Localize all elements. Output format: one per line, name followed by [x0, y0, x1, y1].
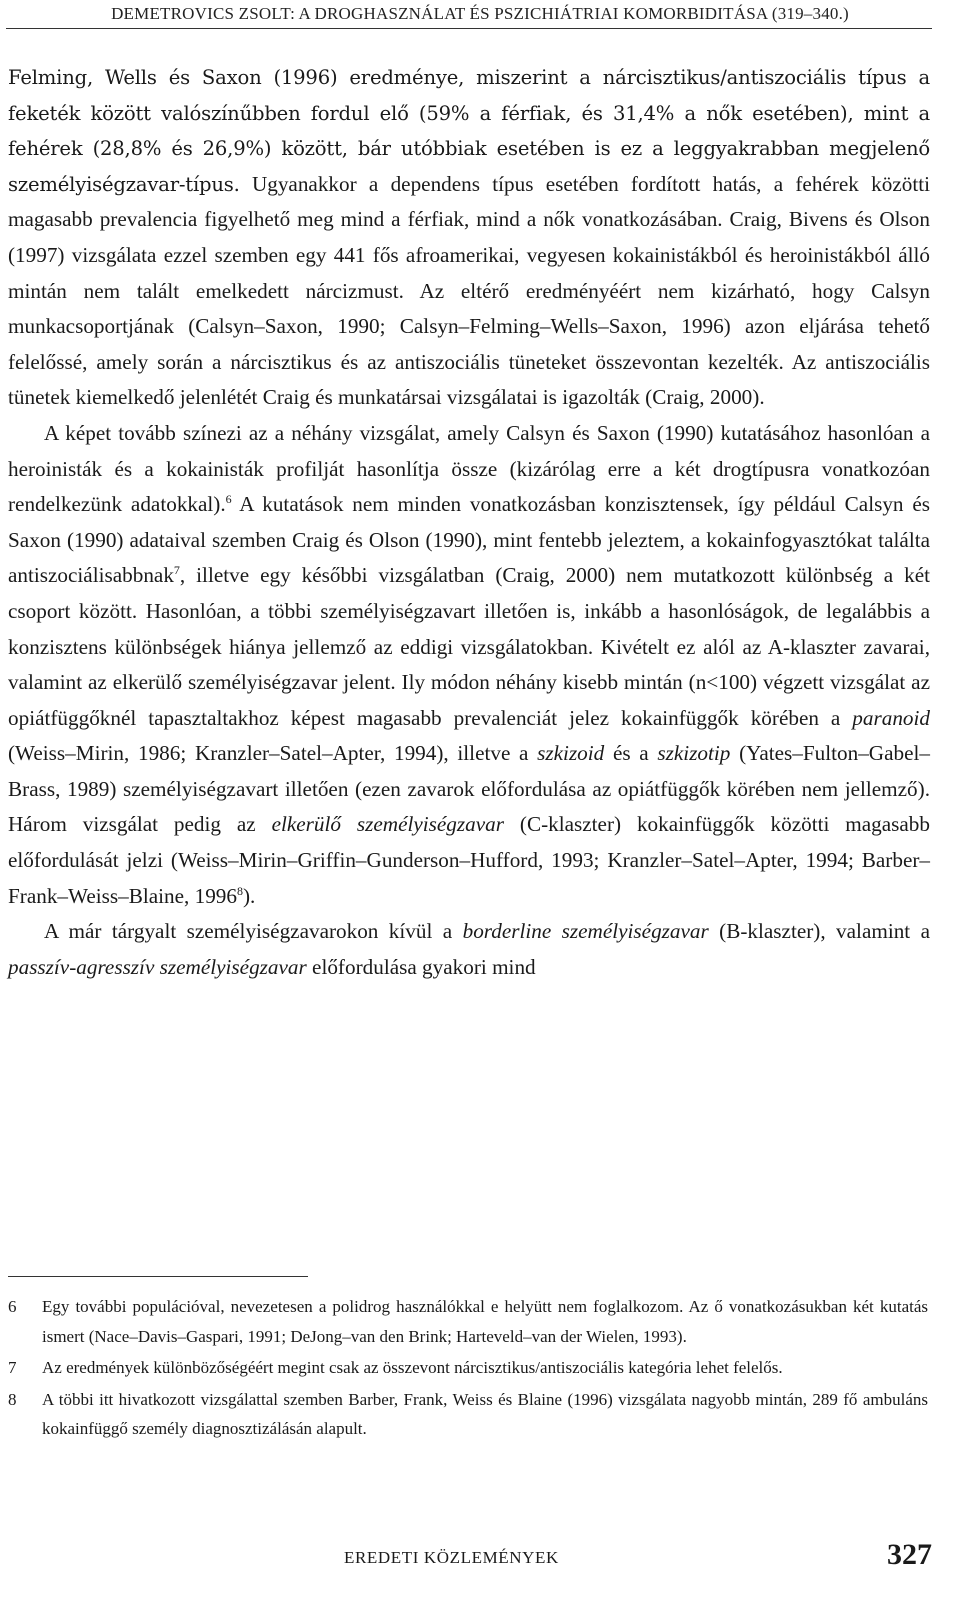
term-szkizoid: szkizoid — [537, 741, 605, 766]
footnote-ref-7[interactable]: 7 — [173, 563, 180, 578]
footnote-number: 6 — [8, 1297, 17, 1316]
paragraph-2-text-g: (C-klaszter) kokainfüggők közötti magasabb előfordulását jelzi (Weiss–Mirin–Griffin–Gunderson–Hufford, 1993; Kranzler–Satel–Apter, 1994; Barber–Frank–Weiss–Blaine, 1996 — [8, 812, 930, 908]
footnote-ref-8[interactable]: 8 — [236, 883, 243, 898]
page-number: 327 — [887, 1538, 932, 1571]
footnote-8 — [8, 1385, 928, 1444]
paragraph-2-text-a: A képet tovább színezi az a néhány vizsgálat, amely Calsyn és Saxon (1990) kutatásához hasonlóan a heroinisták és a kokainisták profilját hasonlítja össze (kizárólag erre a két drogtípusra vonatkozóan rendelkezünk adatokkal). — [8, 420, 930, 517]
term-passziv-agressziv: passzív-agresszív személyiségzavar — [8, 954, 307, 979]
paragraph-2-text-d: (Weiss–Mirin, 1986; Kranzler–Satel–Apter, 1994), illetve a — [8, 741, 538, 766]
footnote-number: 8 — [8, 1389, 17, 1409]
footnote-text: A többi itt hivatkozott vizsgálattal szemben Barber, Frank, Weiss és Blaine (1996) vizsgálata nagyobb mintán, 289 fő ambuláns kokainfüggő személy diagnosztizálásán alapult. — [42, 1389, 928, 1438]
page-footer — [0, 1540, 940, 1580]
paragraph-2-text-b: A kutatások nem minden vonatkozásban konzisztensek, így például Calsyn és Saxon (1990) adataival szemben Craig és Olson (1990), mint fentebb jeleztem, a kokainfogyasztókat találta antiszociálisabbnak — [8, 492, 930, 588]
paragraph-2 — [8, 416, 930, 914]
paragraph-3-text-c: előfordulása gyakori mind — [306, 954, 536, 979]
footer-section-title: EREDETI KÖZLEMÉNYEK — [344, 1548, 559, 1567]
main-text — [8, 60, 930, 985]
paragraph-3-text-b: (B-klaszter), valamint a — [708, 919, 930, 944]
term-elkerulo: elkerülő személyiségzavar — [271, 812, 504, 837]
paragraph-2-text-e: és a — [604, 741, 658, 766]
paragraph-2-text-f: (Yates–Fulton–Gabel–Brass, 1989) személyiségzavart illetően (ezen zavarok előfordulása az opiátfüggők körében nem jellemző). Három vizsgálat pedig az — [8, 741, 930, 837]
footnote-number: 7 — [8, 1358, 17, 1377]
footnotes — [8, 1292, 928, 1446]
running-header: DEMETROVICS ZSOLT: A DROGHASZNÁLAT ÉS PSZICHIÁTRIAI KOMORBIDITÁSA (319–340.) — [111, 4, 849, 23]
term-paranoid: paranoid — [852, 705, 930, 730]
term-szkizotip: szkizotip — [657, 741, 731, 766]
header-divider — [6, 28, 932, 29]
footnote-7 — [8, 1353, 928, 1383]
paragraph-2-text-h: ). — [242, 883, 256, 908]
term-borderline: borderline személyiségzavar — [462, 919, 709, 944]
footnote-6 — [8, 1292, 928, 1351]
paragraph-1-sentence-1: Felming, Wells és Saxon (1996) eredménye, miszerint a nárcisztikus/antiszociális típus a feketék között valószínűbben fordul elő (59% a férfiak, és 31,4% a nők esetében), mint a fehérek (28,8% és 26,9%) között, bár utóbbiak esetében is ez a leggyakrabban megjelenő személyiségzavar-típus. — [8, 66, 930, 196]
paragraph-3 — [8, 914, 930, 985]
paragraph-3-text-a: A már tárgyalt személyiségzavarokon kívül a — [44, 919, 463, 944]
paragraph-1 — [8, 60, 930, 416]
footnote-divider — [8, 1276, 308, 1277]
footnote-text: Az eredmények különbözőségéért megint csak az összevont nárcisztikus/antiszociális kategória lehet felelős. — [42, 1358, 783, 1377]
footnote-ref-6[interactable]: 6 — [225, 492, 232, 507]
footnote-text: Egy további populációval, nevezetesen a polidrog használókkal e helyütt nem foglalkozom. Az ő vonatkozásukban két kutatás ismert (Nace–Davis–Gaspari, 1991; DeJong–van den Brink; Harteveld–van der Wielen, 1993). — [42, 1297, 928, 1346]
paragraph-2-text-c: , illetve egy későbbi vizsgálatban (Craig, 2000) nem mutatkozott különbség a két csoport között. Hasonlóan, a többi személyiségzavart illetően is, inkább a hasonlóságok, de legalábbis a konzisztens különbségek hiánya jellemző az eddigi vizsgálatokban. Kivételt ez alól az A-klaszter zavarai, valamint az elkerülő személyiségzavar jelent. Ily módon néhány kisebb mintán (n<100) végzett vizsgálat az opiátfüggőknél tapasztaltakhoz képest magasabb prevalenciát jelez kokainfüggők körében a — [8, 563, 930, 730]
paragraph-1-rest: Ugyanakkor a dependens típus esetében fordított hatás, a fehérek közötti magasabb prevalencia figyelhető meg mind a férfiak, mind a nők vonatkozásában. Craig, Bivens és Olson (1997) vizsgálata ezzel szemben egy 441 fős afroamerikai, vegyesen kokainistákból és heroinistákból álló mintán nem talált emelkedett nárcizmust. Az eltérő eredményéért nem kizárható, hogy Calsyn munkacsoportjának (Calsyn–Saxon, 1990; Calsyn–Felming–Wells–Saxon, 1996) azon eljárása tehető felelőssé, amely során a nárcisztikus és az antiszociális tüneteket összevontan kezelték. Az antiszociális tünetek kiemelkedő jelenlétét Craig és munkatársai vizsgálatai is igazolták (Craig, 2000). — [8, 171, 930, 410]
